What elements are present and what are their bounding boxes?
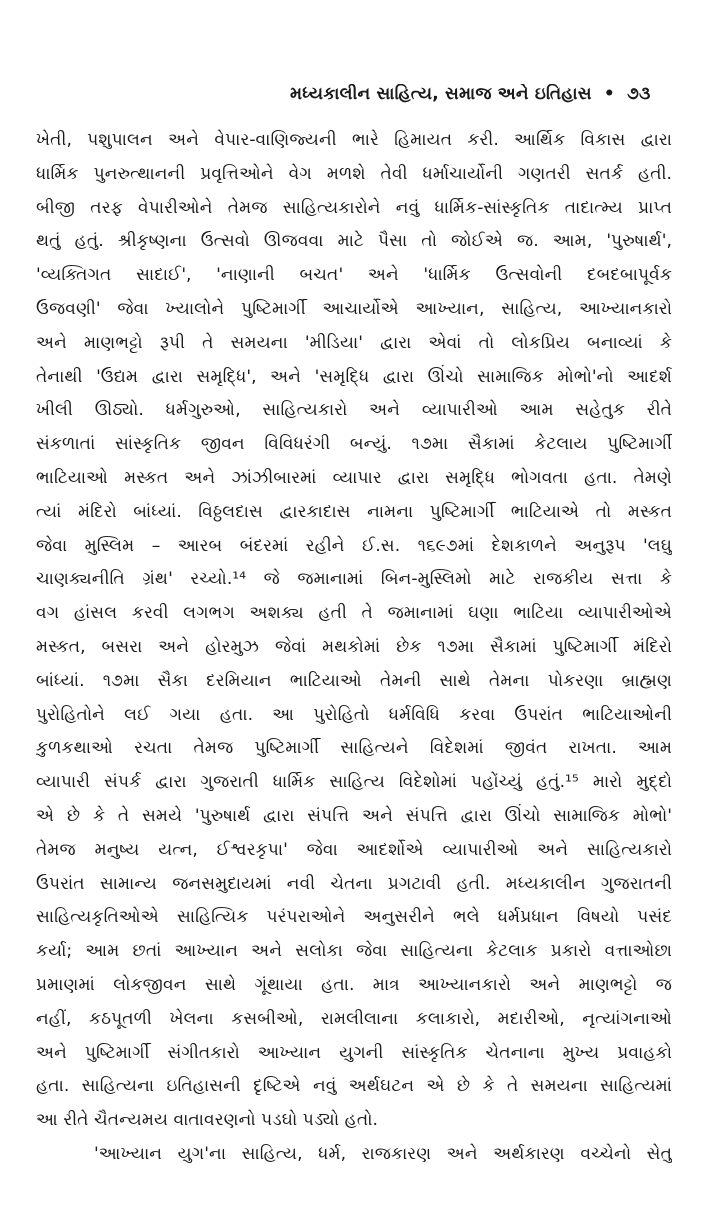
text-line: પુરોહિતોને લઈ ગયા હતા. આ પુરોહિતો ધર્મવિધિ કરવા ઉપરાંત ભાટિયાઓની — [36, 704, 672, 725]
text-line: કર્યા; આમ છતાં આખ્યાન અને સલોકા જેવા સાહિત્યના કેટલાક પ્રકારો વત્તાઓછા — [36, 941, 672, 962]
page-number: ૭૩ — [627, 84, 651, 104]
text-line: એ છે કે તે સમયે 'પુરુષાર્થ દ્વારા સંપત્તિ અને સંપત્તિ દ્વારા ઊંચો સામાજિક મોભો' — [36, 805, 672, 826]
paragraph-first-line: 'આખ્યાન યુગ'ના સાહિત્ય, ધર્મ, રાજકારણ અને અર્થકારણ વચ્ચેનો સેતુ — [94, 1143, 672, 1164]
text-line: ત્યાં મંદિરો બાંધ્યાં. વિઠ્ઠલદાસ દ્વારકાદાસ નામના પુષ્ટિમાર્ગી ભાટિયાએ તો મસ્કત — [36, 501, 672, 522]
text-line: ધાર્મિક પુનરુત્થાનની પ્રવૃત્તિઓને વેગ મળશે તેવી ધર્માચાર્યોની ગણતરી સતર્ક હતી. — [36, 163, 672, 184]
text-line: તેનાથી 'ઉદ્યમ દ્વારા સમૃદ્ધિ', અને 'સમૃદ્ધિ દ્વારા ઊંચો સામાજિક મોભો'નો આદર્શ — [36, 366, 672, 387]
text-line: કુળકથાઓ રચતા તેમજ પુષ્ટિમાર્ગી સાહિત્યને વિદેશમાં જીવંત રાખતા. આમ — [36, 738, 672, 759]
text-line: મસ્કત, બસરા અને હોરમુઝ જેવાં મથકોમાં છેક ૧૭મા સૈકામાં પુષ્ટિમાર્ગી મંદિરો — [36, 636, 672, 657]
text-line: ભાટિયાઓ મસ્કત અને ઝાંઝીબારમાં વ્યાપાર દ્વારા સમૃદ્ધિ ભોગવતા હતા. તેમણે — [36, 467, 672, 488]
text-line: હતા. સાહિત્યના ઇતિહાસની દૃષ્ટિએ નવું અર્થઘટન એ છે કે તે સમયના સાહિત્યમાં — [36, 1076, 672, 1097]
text-line: બીજી તરફ વેપારીઓને તેમજ સાહિત્યકારોને નવું ધાર્મિક-સાંસ્કૃતિક તાદાત્મ્ય પ્રાપ્ત — [36, 197, 672, 218]
running-header-separator: • — [603, 84, 615, 104]
text-line: બાંધ્યાં. ૧૭મા સૈકા દરમિયાન ભાટિયાઓ તેમની સાથે તેમના પોકરણા બ્રાહ્મણ — [36, 670, 672, 691]
text-line: આ રીતે ચૈતન્યમય વાતાવરણનો પડઘો પડ્યો હતો. — [36, 1110, 378, 1131]
body-text — [36, 124, 672, 1164]
text-line: ચાણક્યનીતિ ગ્રંથ' રચ્યો.¹⁴ જે જમાનામાં બિન-મુસ્લિમો માટે રાજકીય સત્તા કે — [36, 569, 672, 590]
text-line: અને માણભટ્ટો રૂપી તે સમયના 'મીડિયા' દ્વારા એવાં તો લોકપ્રિય બનાવ્યાં કે — [36, 332, 672, 353]
text-line: ખેતી, પશુપાલન અને વેપાર-વાણિજ્યની ભારે હિમાયત કરી. આર્થિક વિકાસ દ્વારા — [36, 130, 672, 150]
text-line: નહીં, કઠપૂતળી ખેલના કસબીઓ, રામલીલાના કલાકારો, મદારીઓ, નૃત્યાંગનાઓ — [36, 1008, 672, 1029]
running-header — [290, 84, 670, 104]
text-line: અને પુષ્ટિમાર્ગી સંગીતકારો આખ્યાન યુગની સાંસ્કૃતિક ચેતનાના મુખ્ય પ્રવાહકો — [36, 1042, 672, 1063]
text-line: ખીલી ઊઠ્યો. ધર્મગુરુઓ, સાહિત્યકારો અને વ્યાપારીઓ આમ સહેતુક રીતે — [36, 400, 672, 421]
text-line: ઉજવણી' જેવા ખ્યાલોને પુષ્ટિમાર્ગી આચાર્યોએ આખ્યાન, સાહિત્ય, આખ્યાનકારો — [36, 298, 672, 319]
text-line: 'વ્યક્તિગત સાદાઈ', 'નાણાની બચત' અને 'ધાર્મિક ઉત્સવોની દબદબાપૂર્વક — [36, 265, 672, 286]
text-line: ઉપરાંત સામાન્ય જનસમુદાયમાં નવી ચેતના પ્રગટાવી હતી. મધ્યકાલીન ગુજરાતની — [36, 873, 672, 894]
text-line: થતું હતું. શ્રીકૃષ્ણના ઉત્સવો ઊજવવા માટે પૈસા તો જોઈએ જ. આમ, 'પુરુષાર્થ', — [36, 231, 672, 252]
running-header-title: મધ્યકાલીન સાહિત્ય, સમાજ અને ઇતિહાસ — [290, 84, 592, 104]
text-line: વગ હાંસલ કરવી લગભગ અશક્ય હતી તે જમાનામાં ઘણા ભાટિયા વ્યાપારીઓએ — [36, 603, 672, 624]
text-line: તેમજ મનુષ્ય યત્ન, ઈશ્વરકૃપા' જેવા આદર્શોએ વ્યાપારીઓ અને સાહિત્યકારો — [36, 839, 672, 860]
text-line: સંકળાતાં સાંસ્કૃતિક જીવન વિવિધરંગી બન્યું. ૧૭મા સૈકામાં કેટલાય પુષ્ટિમાર્ગી — [36, 434, 672, 455]
text-line: પ્રમાણમાં લોકજીવન સાથે ગૂંથાયા હતા. માત્ર આખ્યાનકારો અને માણભટ્ટો જ — [36, 974, 672, 995]
text-line: વ્યાપારી સંપર્ક દ્વારા ગુજરાતી ધાર્મિક સાહિત્ય વિદેશોમાં પહોંચ્યું હતું.¹⁵ મારો મુદ્દો — [36, 772, 672, 793]
text-line: જેવા મુસ્લિમ – આરબ બંદરમાં રહીને ઈ.સ. ૧૬૯૭માં દેશકાળને અનુરૂપ 'લઘુ — [36, 535, 672, 556]
text-line: સાહિત્યકૃતિઓએ સાહિત્યિક પરંપરાઓને અનુસરીને ભલે ધર્મપ્રધાન વિષયો પસંદ — [36, 907, 672, 928]
